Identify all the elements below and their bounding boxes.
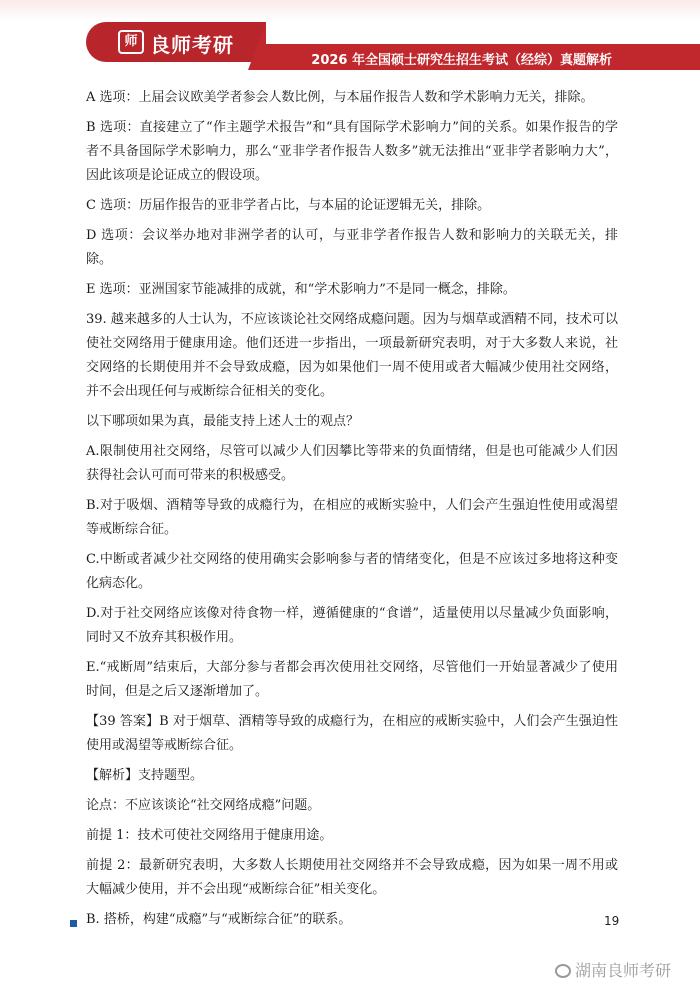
document-title: 2026 年全国硕士研究生招生考试（经综）真题解析 <box>311 53 612 68</box>
analysis-conclusion: B. 搭桥，构建“成瘾”与“戒断综合征”的联系。 <box>86 912 352 927</box>
option-b: B.对于吸烟、酒精等导致的成瘾行为，在相应的戒断实验中，人们会产生强迫性使用或渴望等戒断综合征。 <box>86 498 618 537</box>
watermark <box>555 958 671 981</box>
option-c: C.中断或者减少社交网络的使用确实会影响参与者的情绪变化，但是不应该过多地将这种变化病态化。 <box>86 552 618 591</box>
question-prompt: 以下哪项如果为真，最能支持上述人士的观点？ <box>86 414 360 429</box>
page-header <box>0 0 700 82</box>
weibo-icon <box>555 964 571 978</box>
header-band-diagonal <box>248 22 266 70</box>
footer-marker <box>70 920 77 927</box>
analysis-thesis: 论点：不应该谈论“社交网络成瘾”问题。 <box>86 798 321 813</box>
brand-logo-icon: 师 <box>118 30 144 54</box>
header-top-strip <box>0 0 700 22</box>
option-e: E.“戒断周”结束后，大部分参与者都会再次使用社交网络，尽管他们一开始显著减少了使用时间，但是之后又逐渐增加了。 <box>86 660 618 699</box>
question-stem: 39. 越来越多的人士认为，不应该谈论社交网络成瘾问题。因为与烟草或酒精不同，技术可以使社交网络用于健康用途。他们还进一步指出，一项最新研究表明，对于大多数人来说，社交网络的长期使用并不会导致成瘾，因为如果他们一周不使用或者大幅减少使用社交网络，并不会出现任何与戒断综合征相关的变化。 <box>86 312 618 399</box>
analysis-premise-2: 前提 2：最新研究表明，大多数人长期使用社交网络并不会导致成瘾，因为如果一周不用或大幅减少使用，并不会出现“戒断综合征”相关变化。 <box>86 858 618 897</box>
paragraph: A 选项：上届会议欧美学者参会人数比例，与本届作报告人数和学术影响力无关，排除。 <box>86 90 594 105</box>
paragraph: D 选项：会议举办地对非洲学者的认可，与亚非学者作报告人数和影响力的关联无关，排除。 <box>86 228 618 267</box>
page-body <box>86 86 618 938</box>
paragraph: B 选项：直接建立了“作主题学术报告”和“具有国际学术影响力”间的关系。如果作报告的学者不具备国际学术影响力，那么“亚非学者作报告人数多”就无法推出“亚非学者影响力大”，因此该项是论证成立的假设项。 <box>86 120 618 183</box>
answer: 【39 答案】B 对于烟草、酒精等导致的成瘾行为，在相应的戒断实验中，人们会产生强迫性使用或渴望等戒断综合征。 <box>86 714 618 753</box>
brand-name: 良师考研 <box>150 33 234 57</box>
paragraph: C 选项：历届作报告的亚非学者占比，与本届的论证逻辑无关，排除。 <box>86 198 491 213</box>
option-a: A.限制使用社交网络，尽管可以减少人们因攀比等带来的负面情绪，但是也可能减少人们因获得社会认可而可带来的积极感受。 <box>86 444 618 483</box>
paragraph: E 选项：亚洲国家节能减排的成就，和“学术影响力”不是同一概念，排除。 <box>86 282 516 297</box>
watermark-text: 湖南良师考研 <box>575 961 672 980</box>
analysis-heading: 【解析】支持题型。 <box>86 768 204 783</box>
page-number: 19 <box>604 914 620 928</box>
analysis-premise-1: 前提 1：技术可使社交网络用于健康用途。 <box>86 828 333 843</box>
option-d: D.对于社交网络应该像对待食物一样，遵循健康的“食谱”，适量使用以尽量减少负面影响，同时又不放弃其积极作用。 <box>86 606 618 645</box>
